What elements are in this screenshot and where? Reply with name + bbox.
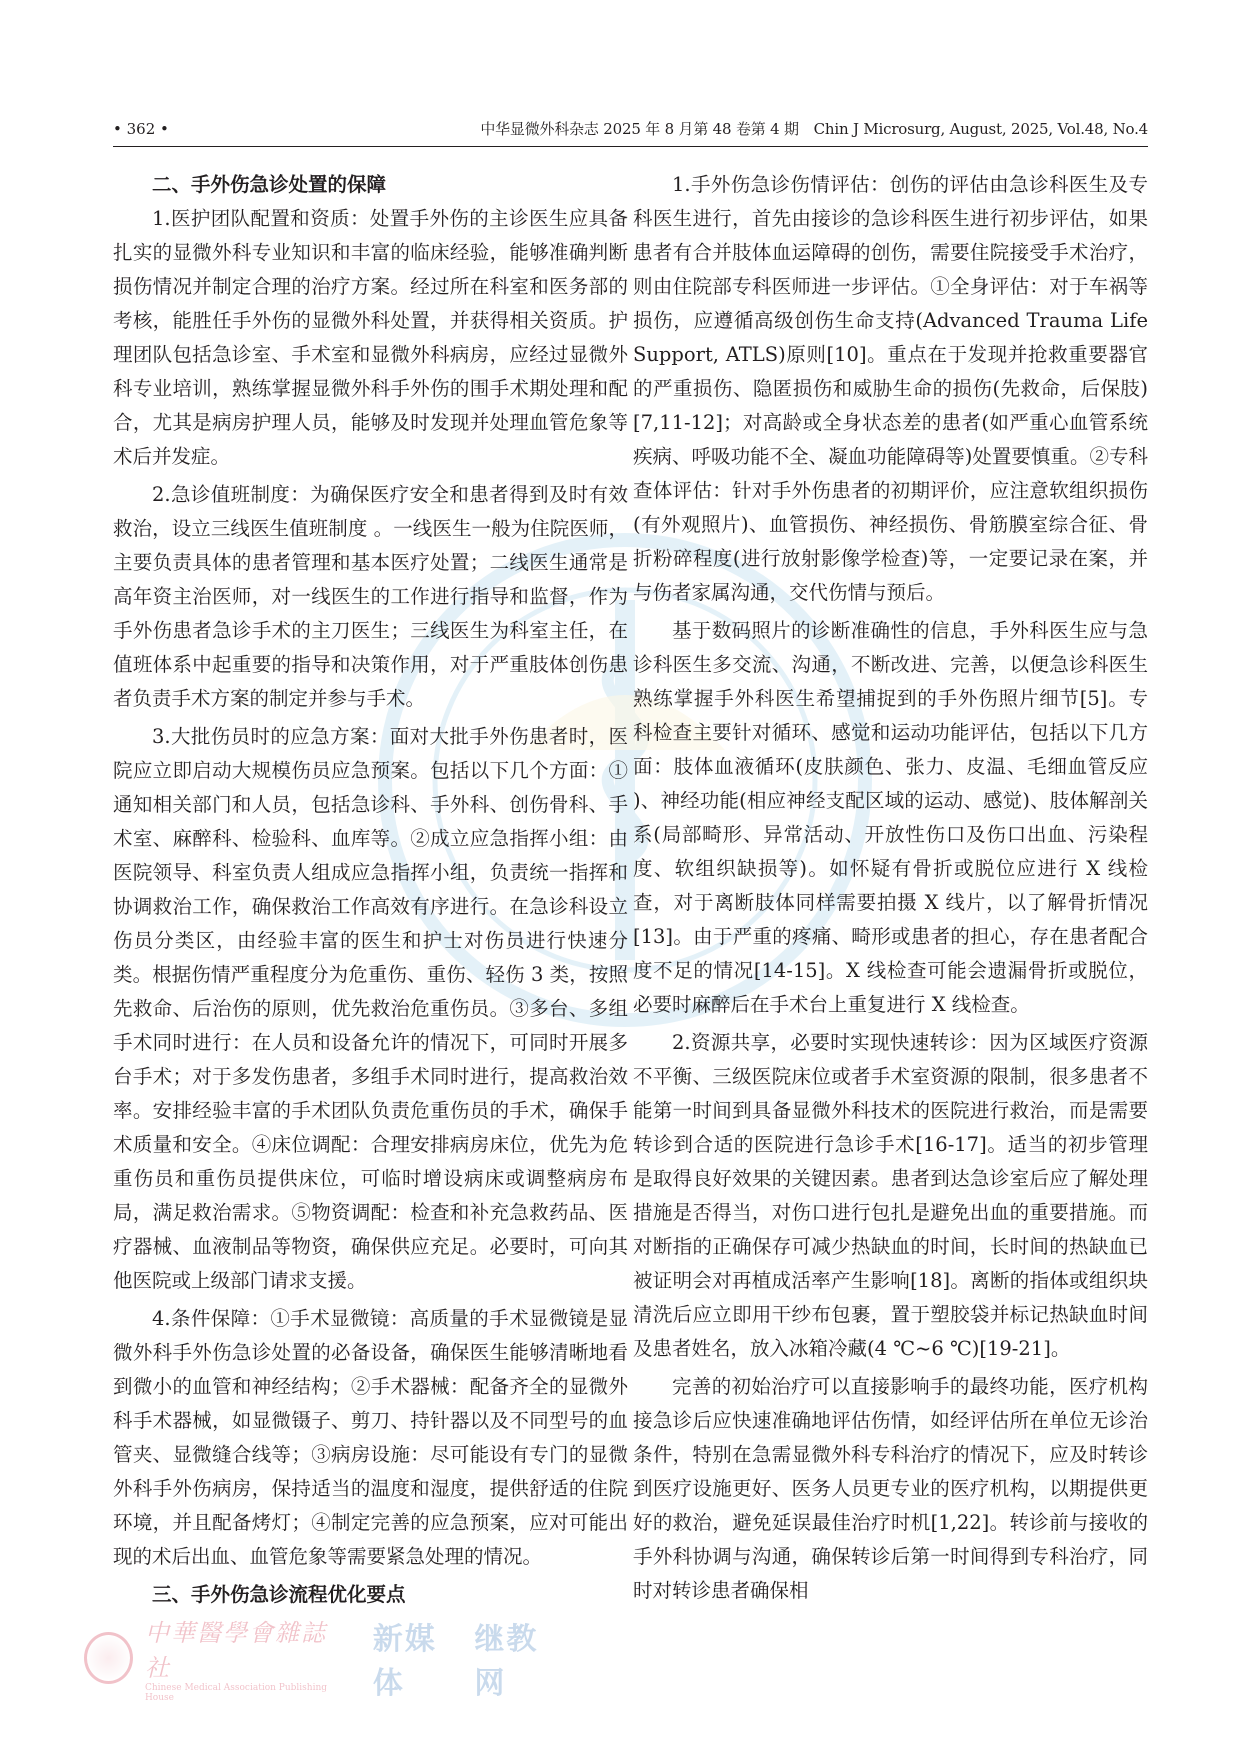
header-rule <box>113 146 1148 147</box>
publisher-logo <box>84 1619 564 1703</box>
paragraph: 1.医护团队配置和资质：处置手外伤的主诊医生应具备扎实的显微外科专业知识和丰富的临床经验，能够准确判断损伤情况并制定合理的治疗方案。经过所在科室和医务部的考核，能胜任手外伤的显微外科处置，并获得相关资质。护理团队包括急诊室、手术室和显微外科病房，应经过显微外科专业培训，熟练掌握显微外科手外伤的围手术期处理和配合，尤其是病房护理人员，能够及时发现并处理血管危象等术后并发症。 <box>113 207 628 468</box>
section-heading: 三、手外伤急诊流程优化要点 <box>152 1583 406 1606</box>
section-heading: 二、手外伤急诊处置的保障 <box>152 173 387 196</box>
publisher-name-cn: 中華醫學會雜誌社 <box>144 1619 327 1682</box>
paragraph: 3.大批伤员时的应急方案：面对大批手外伤患者时，医院应立即启动大规模伤员应急预案。包括以下几个方面：①通知相关部门和人员，包括急诊科、手外科、创伤骨科、手术室、麻醉科、检验科、血库等。②成立应急指挥小组：由医院领导、科室负责人组成应急指挥小组，负责统一指挥和协调救治工作，确保救治工作高效有序进行。在急诊科设立伤员分类区，由经验丰富的医生和护士对伤员进行快速分类。根据伤情严重程度分为危重伤、重伤、轻伤 3 类，按照先救命、后治伤的原则，优先救治危重伤员。③多台、多组手术同时进行：在人员和设备允许的情况下，可同时开展多台手术；对于多发伤患者，多组手术同时进行，提高救治效率。安排经验丰富的手术团队负责危重伤员的手术，确保手术质量和安全。④床位调配：合理安排病房床位，优先为危重伤员和重伤员提供床位，可临时增设病床或调整病房布局，满足救治需求。⑤物资调配：检查和补充急救药品、医疗器械、血液制品等物资，确保供应充足。必要时，可向其他医院或上级部门请求支援。 <box>113 725 628 1292</box>
paragraph: 2.资源共享，必要时实现快速转诊：因为区域医疗资源不平衡、三级医院床位或者手术室资源的限制，很多患者不能第一时间到具备显微外科技术的医院进行救治，而是需要转诊到合适的医院进行急诊手术[16-17]。适当的初步管理是取得良好效果的关键因素。患者到达急诊室后应了解处理措施是否得当，对伤口进行包扎是避免出血的重要措施。而对断指的正确保存可减少热缺血的时间，长时间的热缺血已被证明会对再植成活率产生影响[18]。离断的指体或组织块清洗后应立即用干纱布包裹，置于塑胶袋并标记热缺血时间及患者姓名，放入冰箱冷藏(4 ℃~6 ℃)[19-21]。 <box>633 1031 1148 1360</box>
left-column <box>113 168 628 1612</box>
paragraph: 4.条件保障：①手术显微镜：高质量的手术显微镜是显微外科手外伤急诊处置的必备设备，确保医生能够清晰地看到微小的血管和神经结构；②手术器械：配备齐全的显微外科手术器械，如显微镊子、剪刀、持针器以及不同型号的血管夹、显微缝合线等；③病房设施：尽可能设有专门的显微外科手外伤病房，保持适当的温度和湿度，提供舒适的住院环境，并且配备烤灯；④制定完善的应急预案，应对可能出现的术后出血、血管危象等需要紧急处理的情况。 <box>113 1307 628 1568</box>
paragraph: 2.急诊值班制度：为确保医疗安全和患者得到及时有效救治，设立三线医生值班制度 。一线医生一般为住院医师，主要负责具体的患者管理和基本医疗处置；二线医生通常是高年资主治医师，对一线医生的工作进行指导和监督，作为手外伤患者急诊手术的主刀医生；三线医生为科室主任，在值班体系中起重要的指导和决策作用，对于严重肢体创伤患者负责手术方案的制定并参与手术。 <box>113 483 628 710</box>
publisher-seal-icon <box>84 1632 133 1684</box>
paragraph: 完善的初始治疗可以直接影响手的最终功能，医疗机构接急诊后应快速准确地评估伤情，如经评估所在单位无诊治条件，特别在急需显微外科专科治疗的情况下，应及时转诊到医疗设施更好、医务人员更专业的医疗机构，以期提供更好的救治，避免延误最佳治疗时机[1,22]。转诊前与接收的手外科协调与沟通，确保转诊后第一时间得到专科治疗，同时对转诊患者确保相 <box>633 1375 1148 1602</box>
journal-citation: 中华显微外科杂志 2025 年 8 月第 48 卷第 4 期 Chin J Microsurg, August, 2025, Vol.48, No.4 <box>480 120 1148 138</box>
publisher-name-en: Chinese Medical Association Publishing House <box>144 1683 328 1703</box>
media-mark: 新媒体 <box>372 1622 437 1701</box>
running-header <box>113 117 1148 147</box>
right-column <box>633 168 1148 1612</box>
education-mark: 继教网 <box>474 1622 539 1701</box>
page-number: • 362 • <box>113 120 169 138</box>
paragraph: 1.手外伤急诊伤情评估：创伤的评估由急诊科医生及专科医生进行，首先由接诊的急诊科医生进行初步评估，如果患者有合并肢体血运障碍的创伤，需要住院接受手术治疗，则由住院部专科医师进一步评估。①全身评估：对于车祸等损伤，应遵循高级创伤生命支持(Advanced Trauma Life Support, ATLS)原则[10]。重点在于发现并抢救重要器官的严重损伤、隐匿损伤和威胁生命的损伤(先救命，后保肢)[7,11-12]；对高龄或全身状态差的患者(如严重心血管系统疾病、呼吸功能不全、凝血功能障碍等)处置要慎重。②专科查体评估：针对手外伤患者的初期评价，应注意软组织损伤(有外观照片)、血管损伤、神经损伤、骨筋膜室综合征、骨折粉碎程度(进行放射影像学检查)等，一定要记录在案，并与伤者家属沟通，交代伤情与预后。 <box>633 173 1148 604</box>
paragraph: 基于数码照片的诊断准确性的信息，手外科医生应与急诊科医生多交流、沟通，不断改进、完善，以便急诊科医生熟练掌握手外科医生希望捕捉到的手外伤照片细节[5]。专科检查主要针对循环、感觉和运动功能评估，包括以下几方面：肢体血液循环(皮肤颜色、张力、皮温、毛细血管反应 )、神经功能(相应神经支配区域的运动、感觉)、肢体解剖关系(局部畸形、异常活动、开放性伤口及伤口出血、污染程度、软组织缺损等)。如怀疑有骨折或脱位应进行 X 线检查，对于离断肢体同样需要拍摄 X 线片，以了解骨折情况[13]。由于严重的疼痛、畸形或患者的担心，存在患者配合度不足的情况[14-15]。X 线检查可能会遗漏骨折或脱位，必要时麻醉后在手术台上重复进行 X 线检查。 <box>633 619 1148 1016</box>
